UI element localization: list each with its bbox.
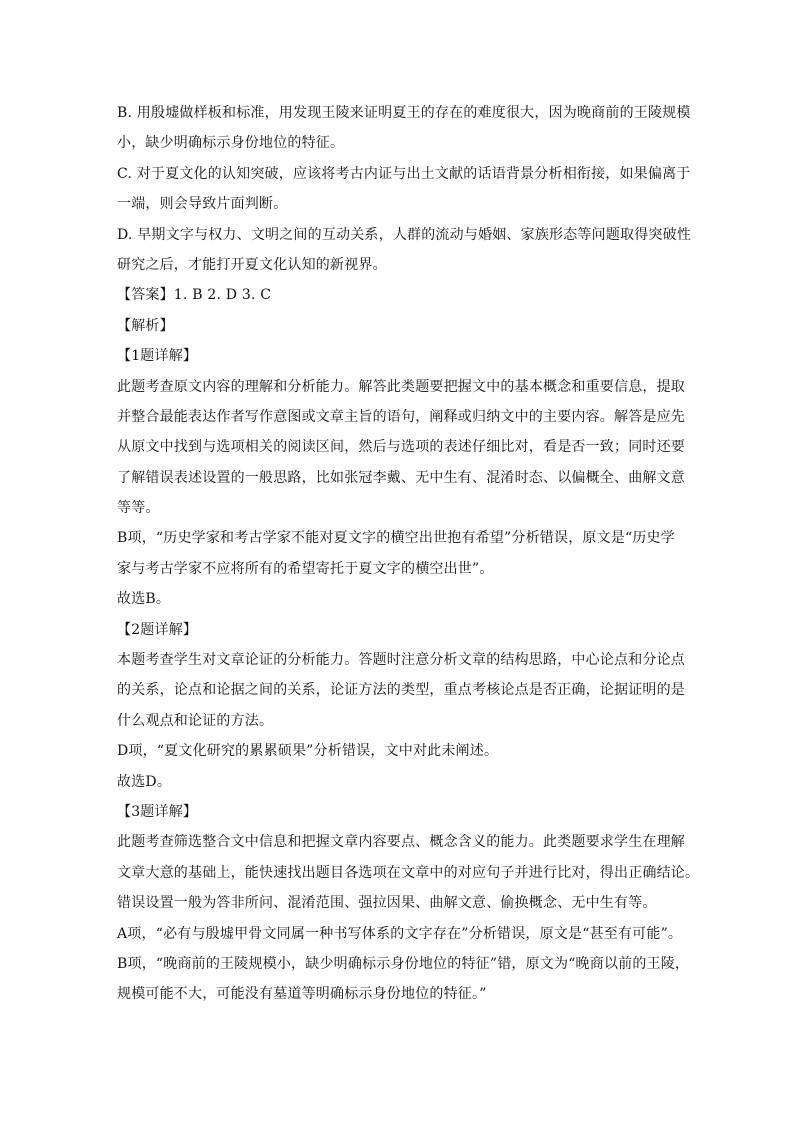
q2-paragraph-line: 本题考查学生对文章论证的分析能力。答题时注意分析文章的结构思路，中心论点和分论点 [117,652,685,669]
option-d-line-2: 研究之后，才能打开夏文化认知的新视界。 [117,256,387,273]
q3-option-b-line: 规模可能不大，可能没有墓道等明确标示身份地位的特征。” [117,986,487,1003]
q3-paragraph-line: 文章大意的基础上，能快速找出题目各选项在文章中的对应句子并进行比对，得出正确结论。 [117,864,700,881]
q1-paragraph-line: 了解错误表述设置的一般思路，比如张冠李戴、无中生有、混淆时态、以偏概全、曲解文意 [117,469,685,486]
q1-heading: 【1题详解】 [117,348,198,365]
q2-option-d-line: D项，“夏文化研究的累累硕果”分析错误，文中对此未阐述。 [117,743,499,760]
option-b-line-2: 小，缺少明确标示身份地位的特征。 [117,135,345,152]
q1-paragraph-line: 并整合最能表达作者写作意图或文章主旨的语句，阐释或归纳文中的主要内容。解答是应先 [117,408,685,425]
option-c-line-1: C. 对于夏文化的认知突破，应该将考古内证与出土文献的话语背景分析相衔接，如果偏离于 [117,165,691,182]
q2-heading: 【2题详解】 [117,621,198,638]
q1-paragraph-line: 此题考查原文内容的理解和分析能力。解答此类题要把握文中的基本概念和重要信息，提取 [117,378,685,395]
q3-option-a-line: A项，“必有与殷墟甲骨文同属一种书写体系的文字存在”分析错误，原文是“甚至有可能”。 [117,925,683,942]
q1-conclusion: 故选B。 [117,591,171,608]
q1-paragraph-line: 等等。 [117,500,160,517]
q1-option-b-line: 家与考古学家不应将所有的希望寄托于夏文字的横空出世”。 [117,560,494,577]
q1-paragraph-line: 从原文中找到与选项相关的阅读区间，然后与选项的表述仔细比对，看是否一致；同时还要 [117,439,685,456]
q3-option-b-line: B项，“晚商前的王陵规模小，缺少明确标示身份地位的特征”错，原文为“晚商以前的王陵， [117,955,690,972]
option-c-line-2: 一端，则会导致片面判断。 [117,196,288,213]
q1-option-b-line: B项，“历史学家和考古学家不能对夏文字的横空出世抱有希望”分析错误，原文是“历史学 [117,530,675,547]
document-body [117,98,700,1010]
q2-conclusion: 故选D。 [117,773,172,790]
q3-heading: 【3题详解】 [117,803,198,820]
q3-paragraph-line: 此题考查筛选整合文中信息和把握文章内容要点、概念含义的能力。此类题要求学生在理解 [117,834,685,851]
q2-paragraph-line: 什么观点和论证的方法。 [117,712,274,729]
option-b-line-1: B. 用殷墟做样板和标准，用发现王陵来证明夏王的存在的难度很大，因为晚商前的王陵规模 [117,105,691,121]
q3-paragraph-line: 错误设置一般为答非所问、混淆范围、强拉因果、曲解文意、偷换概念、无中生有等。 [117,895,657,912]
analysis-heading: 【解析】 [117,317,174,334]
answer-line: 【答案】1. B 2. D 3. C [117,287,272,304]
q2-paragraph-line: 的关系，论点和论据之间的关系，论证方法的类型，重点考核论点是否正确，论据证明的是 [117,682,685,699]
option-d-line-1: D. 早期文字与权力、文明之间的互动关系，人群的流动与婚姻、家族形态等问题取得突破性 [117,226,692,243]
